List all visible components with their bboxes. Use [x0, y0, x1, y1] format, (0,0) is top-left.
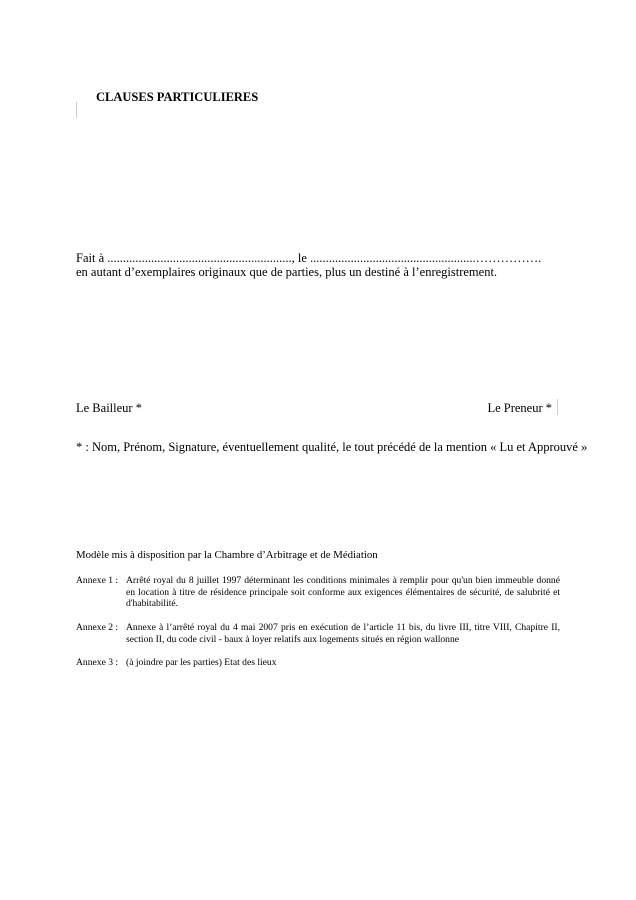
margin-marker-right	[557, 399, 558, 415]
annex-2-label: Annexe 2 :	[76, 622, 119, 633]
lessee-label: Le Preneur *	[487, 401, 552, 415]
footnote: * : Nom, Prénom, Signature, éventuellement qualité, le tout précédé de la mention « Lu et Approuvé »	[76, 440, 588, 454]
margin-marker	[76, 102, 77, 118]
annex-1-label: Annexe 1 :	[76, 575, 119, 586]
copies-line: en autant d’exemplaires originaux que de parties, plus un destiné à l’enregistrement.	[76, 265, 498, 279]
model-credit: Modèle mis à disposition par la Chambre d’Arbitrage et de Médiation	[76, 549, 378, 561]
section-title: CLAUSES PARTICULIERES	[96, 90, 259, 104]
annex-2-text: Annexe à l’arrêté royal du 4 mai 2007 pris en exécution de l’article 11 bis, du livre III, titre VIII, Chapitre II, section II, du code civil - baux à loyer relatifs aux logements situés en région wallonne	[126, 622, 560, 645]
signature-place-line: Fait à ..........................................................., le .....................................................…………….	[76, 251, 542, 265]
lessor-label: Le Bailleur *	[76, 401, 142, 415]
annex-3-text: (à joindre par les parties) Etat des lieux	[126, 657, 277, 668]
annex-3-label: Annexe 3 :	[76, 657, 119, 668]
annex-1-text: Arrêté royal du 8 juillet 1997 déterminant les conditions minimales à remplir pour qu'un bien immeuble donné en location à titre de résidence principale soit conforme aux exigences élémentaires de sécurité, de salubrité et d'habitabilité.	[126, 575, 560, 610]
